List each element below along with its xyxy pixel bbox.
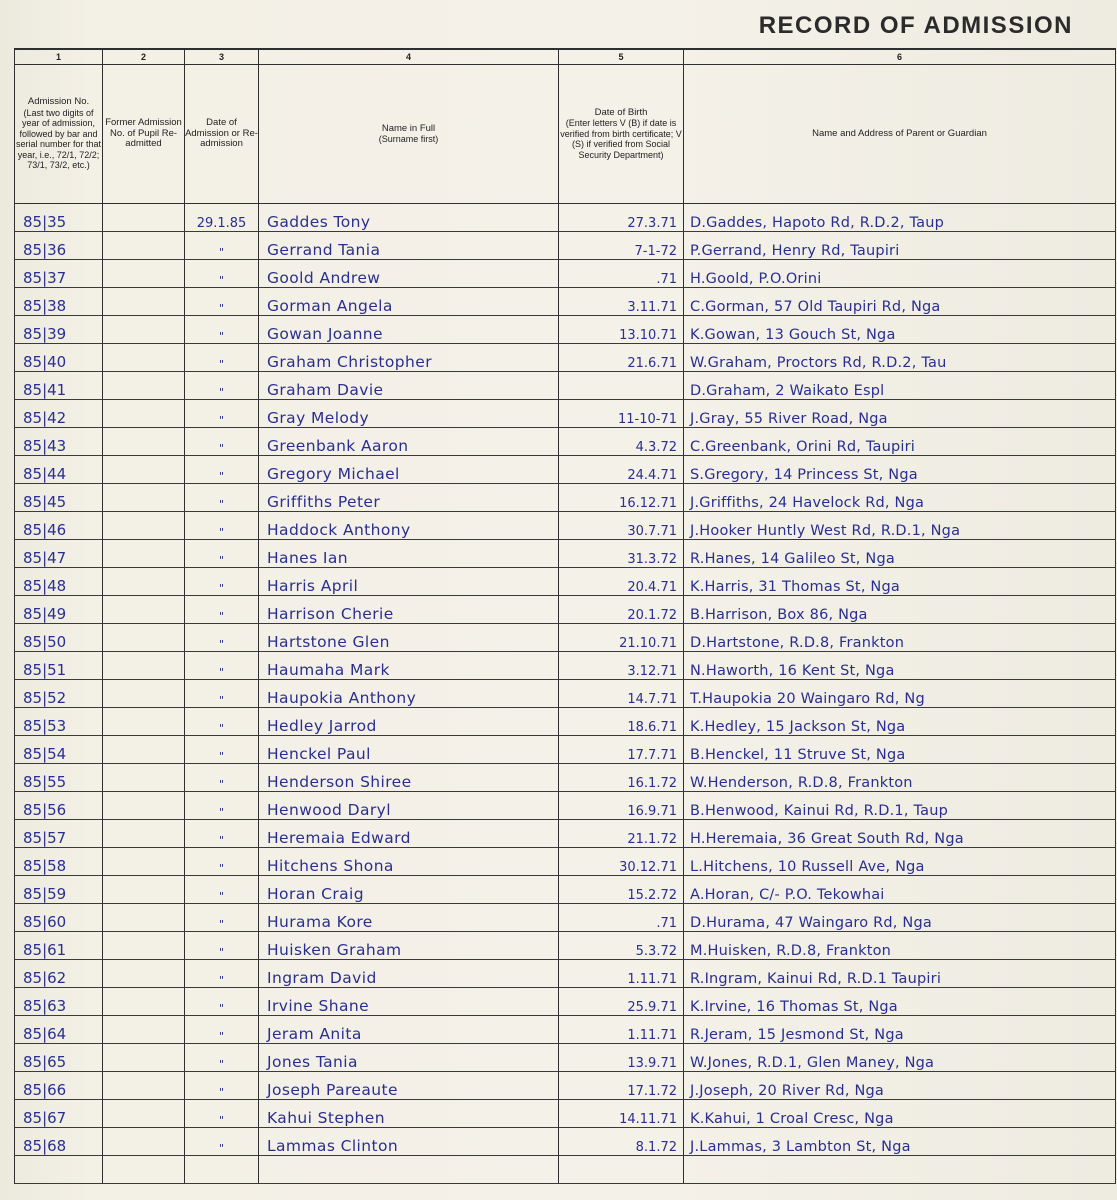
admission-number: 85|52 [15,680,103,708]
former-admission-number [103,1100,185,1128]
pupil-name: Gowan Joanne [259,316,559,344]
parent-guardian: K.Irvine, 16 Thomas St, Nga [684,988,1116,1016]
date-of-birth: 1.11.71 [559,960,684,988]
former-admission-number [103,596,185,624]
admission-number: 85|59 [15,876,103,904]
pupil-name: Ingram David [259,960,559,988]
admission-number: 85|60 [15,904,103,932]
parent-guardian: T.Haupokia 20 Waingaro Rd, Ng [684,680,1116,708]
parent-guardian: P.Gerrand, Henry Rd, Taupiri [684,232,1116,260]
admission-date: 29.1.85 [185,204,259,232]
date-of-birth: 20.1.72 [559,596,684,624]
admission-date: " [185,1016,259,1044]
pupil-name: Henderson Shiree [259,764,559,792]
table-row [15,932,1116,960]
admission-number: 85|51 [15,652,103,680]
admission-date: " [185,736,259,764]
former-admission-number [103,624,185,652]
admission-date: " [185,820,259,848]
parent-guardian: R.Ingram, Kainui Rd, R.D.1 Taupiri [684,960,1116,988]
date-of-birth: 17.7.71 [559,736,684,764]
former-admission-number [103,344,185,372]
date-of-birth: 21.6.71 [559,344,684,372]
admission-date: " [185,1128,259,1156]
pupil-name: Jones Tania [259,1044,559,1072]
table-row [15,456,1116,484]
admission-number: 85|66 [15,1072,103,1100]
pupil-name: Huisken Graham [259,932,559,960]
pupil-name: Gaddes Tony [259,204,559,232]
admission-date: " [185,260,259,288]
date-of-birth: 27.3.71 [559,204,684,232]
admission-date: " [185,652,259,680]
parent-guardian: M.Huisken, R.D.8, Frankton [684,932,1116,960]
admission-number: 85|37 [15,260,103,288]
parent-guardian: N.Haworth, 16 Kent St, Nga [684,652,1116,680]
pupil-name: Lammas Clinton [259,1128,559,1156]
former-admission-number [103,428,185,456]
date-of-birth: 14.11.71 [559,1100,684,1128]
former-admission-number [103,372,185,400]
former-admission-number [103,1044,185,1072]
date-of-birth: 30.7.71 [559,512,684,540]
date-of-birth: 21.10.71 [559,624,684,652]
date-of-birth: .71 [559,260,684,288]
admission-date: " [185,624,259,652]
header-sublabel: (Surname first) [378,134,439,144]
admission-date: " [185,876,259,904]
admission-number: 85|61 [15,932,103,960]
admission-number: 85|44 [15,456,103,484]
empty-cell [684,1156,1116,1184]
pupil-name: Graham Davie [259,372,559,400]
table-row [15,568,1116,596]
former-admission-number [103,1072,185,1100]
admission-date: " [185,344,259,372]
date-of-birth: 11-10-71 [559,400,684,428]
date-of-birth: 13.10.71 [559,316,684,344]
admission-number: 85|40 [15,344,103,372]
table-row [15,400,1116,428]
column-number: 5 [559,49,684,65]
pupil-name: Hanes Ian [259,540,559,568]
date-of-birth: 7-1-72 [559,232,684,260]
admission-date: " [185,848,259,876]
former-admission-number [103,960,185,988]
admission-number: 85|53 [15,708,103,736]
admission-number: 85|45 [15,484,103,512]
former-admission-number [103,288,185,316]
admission-date: " [185,540,259,568]
admission-register-table [14,48,1116,1184]
admission-number: 85|43 [15,428,103,456]
admission-number: 85|54 [15,736,103,764]
column-number: 1 [15,49,103,65]
admission-date: " [185,792,259,820]
parent-guardian: R.Hanes, 14 Galileo St, Nga [684,540,1116,568]
former-admission-number [103,680,185,708]
former-admission-number [103,932,185,960]
table-row [15,540,1116,568]
parent-guardian: J.Griffiths, 24 Havelock Rd, Nga [684,484,1116,512]
empty-cell [185,1156,259,1184]
page-title: RECORD OF ADMISSION [758,12,1073,39]
parent-guardian: W.Graham, Proctors Rd, R.D.2, Tau [684,344,1116,372]
former-admission-number [103,764,185,792]
empty-cell [559,1156,684,1184]
parent-guardian: D.Hartstone, R.D.8, Frankton [684,624,1116,652]
table-row [15,904,1116,932]
pupil-name: Greenbank Aaron [259,428,559,456]
table-row [15,316,1116,344]
former-admission-number [103,904,185,932]
column-number: 2 [103,49,185,65]
former-admission-number [103,988,185,1016]
admission-date: " [185,372,259,400]
former-admission-number [103,820,185,848]
table-row [15,792,1116,820]
admission-number: 85|68 [15,1128,103,1156]
date-of-birth: 4.3.72 [559,428,684,456]
date-of-birth: 3.12.71 [559,652,684,680]
parent-guardian: W.Henderson, R.D.8, Frankton [684,764,1116,792]
former-admission-number [103,848,185,876]
admission-date: " [185,1072,259,1100]
former-admission-number [103,1128,185,1156]
admission-date: " [185,484,259,512]
admission-number: 85|47 [15,540,103,568]
date-of-birth: 14.7.71 [559,680,684,708]
table-row [15,260,1116,288]
column-header-date-of-birth [559,65,684,204]
header-label: Date of Birth [594,106,648,118]
admission-number: 85|67 [15,1100,103,1128]
table-row [15,288,1116,316]
table-row [15,1044,1116,1072]
table-row [15,624,1116,652]
parent-guardian: K.Gowan, 13 Gouch St, Nga [684,316,1116,344]
parent-guardian: K.Kahui, 1 Croal Cresc, Nga [684,1100,1116,1128]
column-number-row [15,49,1116,65]
pupil-name: Gregory Michael [259,456,559,484]
date-of-birth: 16.12.71 [559,484,684,512]
former-admission-number [103,708,185,736]
table-row [15,764,1116,792]
parent-guardian: A.Horan, C/- P.O. Tekowhai [684,876,1116,904]
date-of-birth: 24.4.71 [559,456,684,484]
admission-date: " [185,428,259,456]
admission-date: " [185,1100,259,1128]
date-of-birth: 1.11.71 [559,1016,684,1044]
pupil-name: Gray Melody [259,400,559,428]
table-row [15,988,1116,1016]
admission-number: 85|42 [15,400,103,428]
header-label: Date of Admission or Re-admission [185,117,258,150]
table-row [15,848,1116,876]
former-admission-number [103,400,185,428]
admission-date: " [185,232,259,260]
admission-date: " [185,680,259,708]
pupil-name: Haumaha Mark [259,652,559,680]
column-header-parent-guardian [684,65,1116,204]
parent-guardian: C.Gorman, 57 Old Taupiri Rd, Nga [684,288,1116,316]
table-row [15,1100,1116,1128]
parent-guardian: D.Gaddes, Hapoto Rd, R.D.2, Taup [684,204,1116,232]
former-admission-number [103,260,185,288]
pupil-name: Jeram Anita [259,1016,559,1044]
admission-date: " [185,596,259,624]
former-admission-number [103,484,185,512]
date-of-birth: 16.9.71 [559,792,684,820]
former-admission-number [103,876,185,904]
pupil-name: Hartstone Glen [259,624,559,652]
date-of-birth: 20.4.71 [559,568,684,596]
admission-number: 85|36 [15,232,103,260]
former-admission-number [103,792,185,820]
table-row [15,596,1116,624]
date-of-birth: 16.1.72 [559,764,684,792]
admission-number: 85|57 [15,820,103,848]
pupil-name: Gorman Angela [259,288,559,316]
table-row [15,960,1116,988]
table-row [15,512,1116,540]
pupil-name: Kahui Stephen [259,1100,559,1128]
date-of-birth: 3.11.71 [559,288,684,316]
pupil-name: Heremaia Edward [259,820,559,848]
date-of-birth: 30.12.71 [559,848,684,876]
table-row [15,680,1116,708]
header-label: Former Admission No. of Pupil Re-admitted [105,117,182,150]
empty-cell [103,1156,185,1184]
former-admission-number [103,652,185,680]
date-of-birth: 25.9.71 [559,988,684,1016]
parent-guardian: J.Joseph, 20 River Rd, Nga [684,1072,1116,1100]
table-row [15,344,1116,372]
admission-number: 85|48 [15,568,103,596]
former-admission-number [103,1016,185,1044]
former-admission-number [103,512,185,540]
table-row [15,1128,1116,1156]
table-row [15,876,1116,904]
table-row [15,372,1116,400]
header-sublabel: (Last two digits of year of admission, followed by bar and serial number for that year, i.e., 72/1, 72/2; 73/1, 73/2, etc.) [15,107,102,171]
pupil-name: Hedley Jarrod [259,708,559,736]
admission-date: " [185,316,259,344]
parent-guardian: B.Henwood, Kainui Rd, R.D.1, Taup [684,792,1116,820]
former-admission-number [103,316,185,344]
admission-date: " [185,904,259,932]
admission-number: 85|65 [15,1044,103,1072]
admission-date: " [185,1044,259,1072]
parent-guardian: R.Jeram, 15 Jesmond St, Nga [684,1016,1116,1044]
pupil-name: Henckel Paul [259,736,559,764]
admission-number: 85|49 [15,596,103,624]
parent-guardian: S.Gregory, 14 Princess St, Nga [684,456,1116,484]
table-row [15,652,1116,680]
admission-number: 85|35 [15,204,103,232]
date-of-birth: 31.3.72 [559,540,684,568]
former-admission-number [103,232,185,260]
admission-number: 85|50 [15,624,103,652]
admission-number: 85|46 [15,512,103,540]
header-label: Name and Address of Parent or Guardian [812,127,987,139]
table-row [15,820,1116,848]
pupil-name: Henwood Daryl [259,792,559,820]
header-label: Name in Full [381,122,436,134]
pupil-name: Haupokia Anthony [259,680,559,708]
admission-number: 85|55 [15,764,103,792]
table-row [15,1072,1116,1100]
date-of-birth: 21.1.72 [559,820,684,848]
parent-guardian: K.Harris, 31 Thomas St, Nga [684,568,1116,596]
table-row [15,428,1116,456]
column-number: 3 [185,49,259,65]
register-rows [15,204,1116,1184]
date-of-birth: 5.3.72 [559,932,684,960]
parent-guardian: J.Gray, 55 River Road, Nga [684,400,1116,428]
column-header-former-admission-no [103,65,185,204]
table-row [15,736,1116,764]
pupil-name: Harris April [259,568,559,596]
parent-guardian: W.Jones, R.D.1, Glen Maney, Nga [684,1044,1116,1072]
pupil-name: Joseph Pareaute [259,1072,559,1100]
admission-date: " [185,988,259,1016]
date-of-birth: 17.1.72 [559,1072,684,1100]
header-label: Admission No. [27,96,90,108]
table-row [15,708,1116,736]
parent-guardian: D.Hurama, 47 Waingaro Rd, Nga [684,904,1116,932]
pupil-name: Gerrand Tania [259,232,559,260]
column-header-row [15,65,1116,204]
admission-number: 85|63 [15,988,103,1016]
admission-date: " [185,512,259,540]
parent-guardian: L.Hitchens, 10 Russell Ave, Nga [684,848,1116,876]
pupil-name: Hitchens Shona [259,848,559,876]
admission-date: " [185,932,259,960]
admission-date: " [185,456,259,484]
table-row [15,1016,1116,1044]
admission-date: " [185,708,259,736]
column-number: 4 [259,49,559,65]
admission-number: 85|56 [15,792,103,820]
empty-cell [259,1156,559,1184]
parent-guardian: D.Graham, 2 Waikato Espl [684,372,1116,400]
former-admission-number [103,540,185,568]
pupil-name: Goold Andrew [259,260,559,288]
date-of-birth: 18.6.71 [559,708,684,736]
parent-guardian: H.Heremaia, 36 Great South Rd, Nga [684,820,1116,848]
date-of-birth: .71 [559,904,684,932]
parent-guardian: K.Hedley, 15 Jackson St, Nga [684,708,1116,736]
date-of-birth: 8.1.72 [559,1128,684,1156]
former-admission-number [103,736,185,764]
column-header-admission-no [15,65,103,204]
parent-guardian: C.Greenbank, Orini Rd, Taupiri [684,428,1116,456]
admission-number: 85|64 [15,1016,103,1044]
admission-number: 85|58 [15,848,103,876]
admission-number: 85|62 [15,960,103,988]
empty-cell [15,1156,103,1184]
former-admission-number [103,568,185,596]
parent-guardian: H.Goold, P.O.Orini [684,260,1116,288]
header-sublabel: (Enter letters V (B) if date is verified from birth certificate; V (S) if verified from Social Security Department) [560,118,682,160]
pupil-name: Harrison Cherie [259,596,559,624]
table-row [15,204,1116,232]
former-admission-number [103,456,185,484]
pupil-name: Horan Craig [259,876,559,904]
admission-number: 85|38 [15,288,103,316]
pupil-name: Hurama Kore [259,904,559,932]
date-of-birth: 13.9.71 [559,1044,684,1072]
admission-date: " [185,400,259,428]
admission-date: " [185,568,259,596]
parent-guardian: J.Hooker Huntly West Rd, R.D.1, Nga [684,512,1116,540]
column-number: 6 [684,49,1116,65]
column-header-name-in-full [259,65,559,204]
admission-number: 85|39 [15,316,103,344]
pupil-name: Graham Christopher [259,344,559,372]
blank-row [15,1156,1116,1184]
admission-date: " [185,764,259,792]
table-row [15,232,1116,260]
pupil-name: Haddock Anthony [259,512,559,540]
former-admission-number [103,204,185,232]
date-of-birth [559,372,684,400]
date-of-birth: 15.2.72 [559,876,684,904]
parent-guardian: B.Henckel, 11 Struve St, Nga [684,736,1116,764]
table-row [15,484,1116,512]
admission-number: 85|41 [15,372,103,400]
pupil-name: Griffiths Peter [259,484,559,512]
admission-date: " [185,960,259,988]
parent-guardian: J.Lammas, 3 Lambton St, Nga [684,1128,1116,1156]
column-header-date-of-admission [185,65,259,204]
parent-guardian: B.Harrison, Box 86, Nga [684,596,1116,624]
pupil-name: Irvine Shane [259,988,559,1016]
admission-date: " [185,288,259,316]
